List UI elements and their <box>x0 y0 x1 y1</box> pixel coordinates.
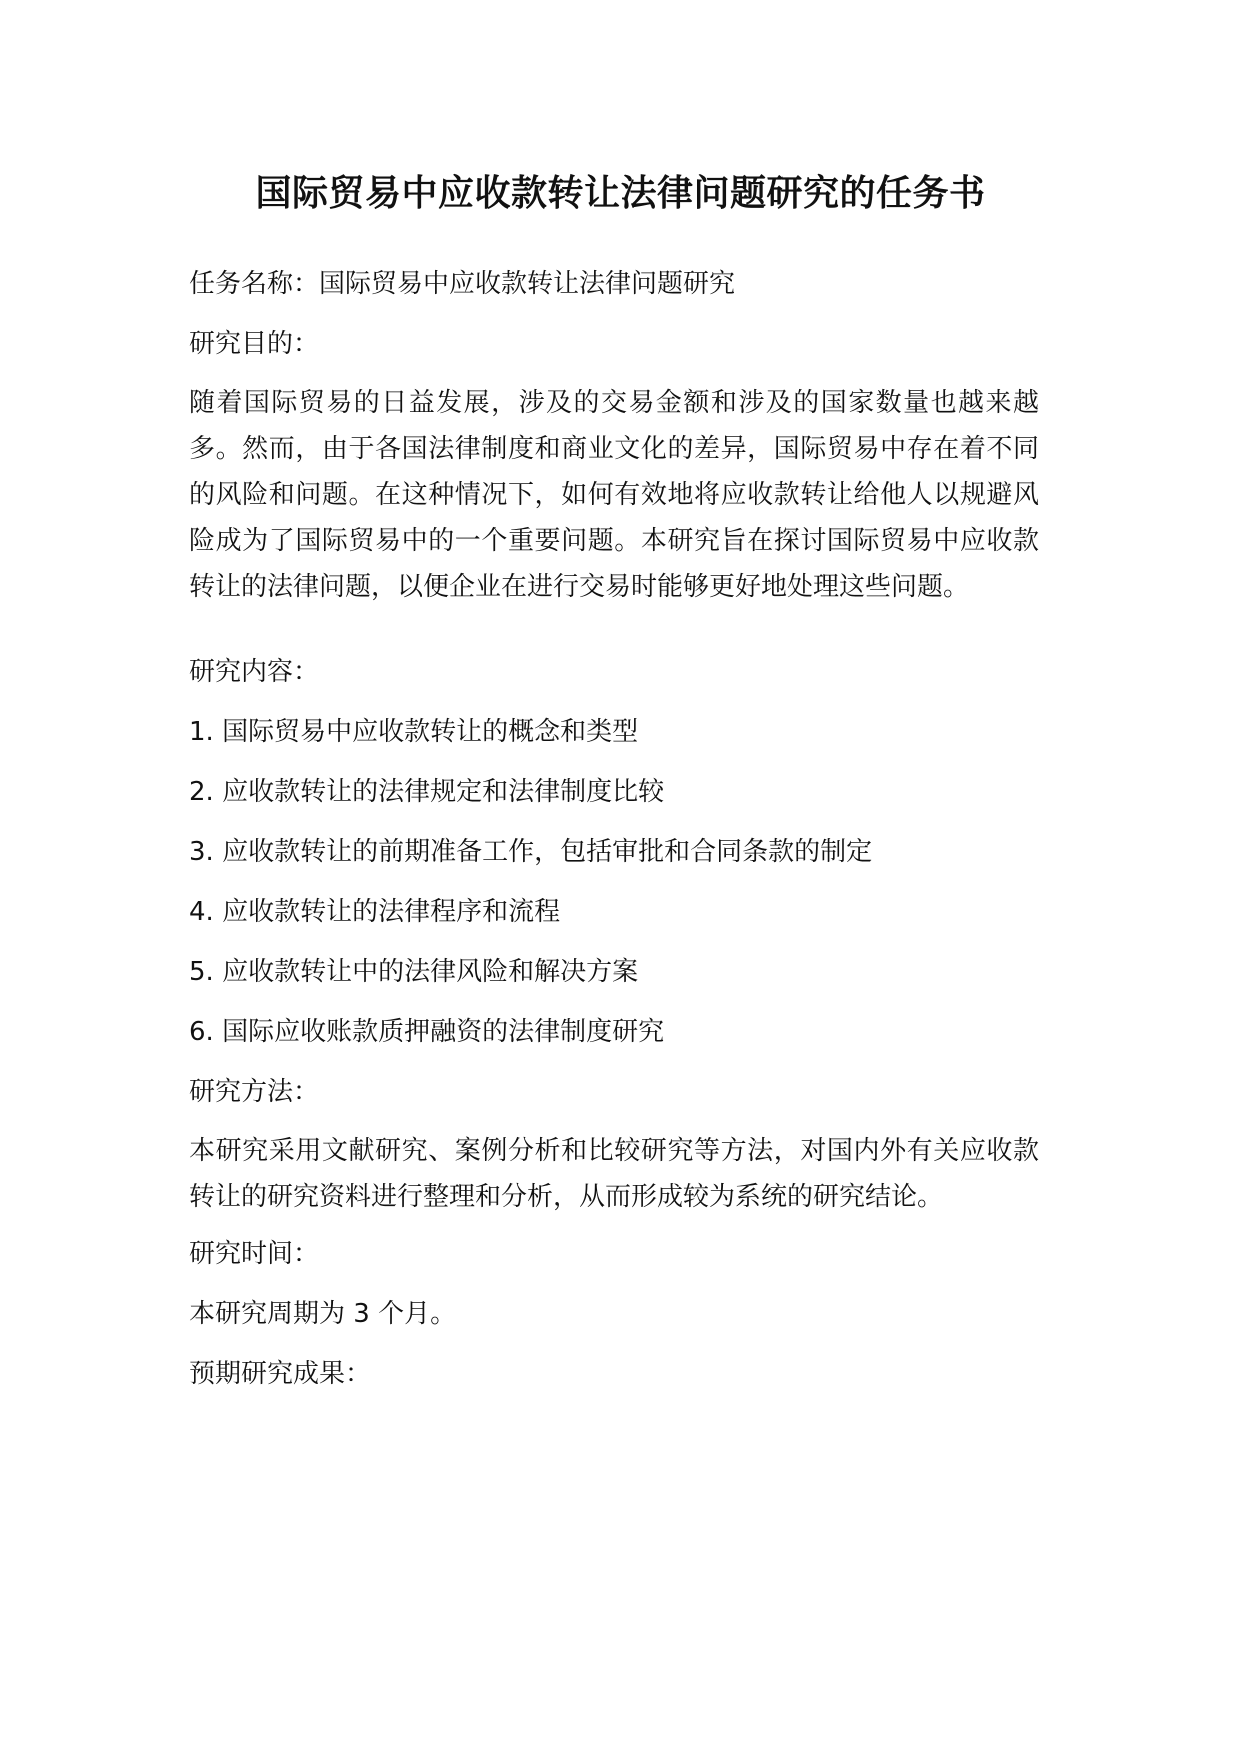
time-heading: 研究时间： <box>189 1239 320 1269</box>
purpose-heading: 研究目的： <box>189 329 320 359</box>
content-heading: 研究内容： <box>189 657 320 687</box>
method-paragraph: 本研究采用文献研究、案例分析和比较研究等方法，对国内外有关应收款转让的研究资料进行整理和分析，从而形成较为系统的研究结论。 <box>189 1136 1039 1212</box>
document-title: 国际贸易中应收款转让法律问题研究的任务书 <box>255 173 986 214</box>
content-item: 3. 应收款转让的前期准备工作，包括审批和合同条款的制定 <box>189 837 873 867</box>
content-item: 1. 国际贸易中应收款转让的概念和类型 <box>189 717 639 747</box>
task-name-line: 任务名称：国际贸易中应收款转让法律问题研究 <box>189 269 736 299</box>
purpose-paragraph: 随着国际贸易的日益发展，涉及的交易金额和涉及的国家数量也越来越多。然而，由于各国法律制度和商业文化的差异，国际贸易中存在着不同的风险和问题。在这种情况下，如何有效地将应收款转让给他人以规避风险成为了国际贸易中的一个重要问题。本研究旨在探讨国际贸易中应收款转让的法律问题，以便企业在进行交易时能够更好地处理这些问题。 <box>189 388 1039 602</box>
content-item: 6. 国际应收账款质押融资的法律制度研究 <box>189 1017 665 1047</box>
results-heading: 预期研究成果： <box>189 1359 372 1389</box>
content-item: 2. 应收款转让的法律规定和法律制度比较 <box>189 777 665 807</box>
content-item: 4. 应收款转让的法律程序和流程 <box>189 897 561 927</box>
time-text: 本研究周期为 3 个月。 <box>189 1299 457 1329</box>
method-heading: 研究方法： <box>189 1077 320 1107</box>
content-item: 5. 应收款转让中的法律风险和解决方案 <box>189 957 639 987</box>
